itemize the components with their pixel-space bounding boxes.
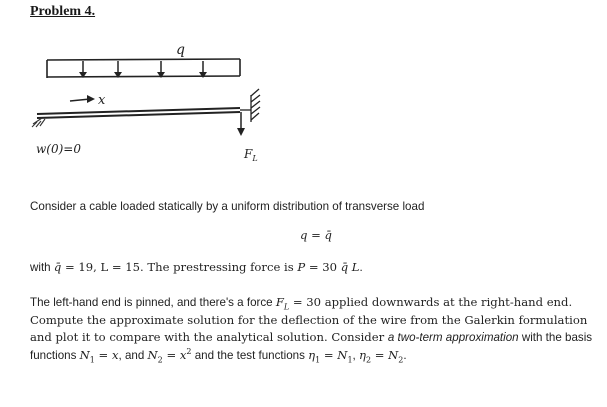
force-arrow-head — [237, 128, 245, 136]
load-bottom-line — [47, 76, 240, 77]
load-equation: q = q̄ — [300, 228, 332, 242]
right-end-support — [240, 89, 260, 122]
problem-statement: Consider a cable loaded statically by a uniform distribution of transverse load — [30, 200, 425, 213]
x-label: x — [98, 93, 106, 108]
load-label: q — [176, 42, 185, 58]
load-top-line — [47, 59, 240, 60]
distributed-load — [47, 59, 240, 78]
cable — [37, 108, 240, 118]
problem-heading: Problem 4. — [30, 4, 96, 19]
x-arrow-head — [87, 95, 95, 103]
arrow-head — [199, 72, 207, 78]
given-values: with q̄ = 19, L = 15. The prestressing force is P = 30 q̄ L. — [30, 260, 363, 274]
boundary-condition-label: w(0)=0 — [36, 142, 81, 156]
load-arrows — [83, 61, 203, 75]
cable-figure — [0, 0, 607, 180]
left-pin-support — [32, 118, 45, 127]
force-label: $F_L$ — [244, 147, 258, 163]
problem-details: The left-hand end is pinned, and there's a force $F_L = 30$ applied downwards at the right-hand end. Compute the approximate solution for the deflection of the wire from the Galerkin formulation and plot it to compare with the analytical solution. Consider a two-term approximation with the basis functions $N_1 = x$, and $N_2 = x^2$ and the test functions $\eta_1 = N_1$, $\eta_2 = N_2$. — [30, 295, 593, 364]
